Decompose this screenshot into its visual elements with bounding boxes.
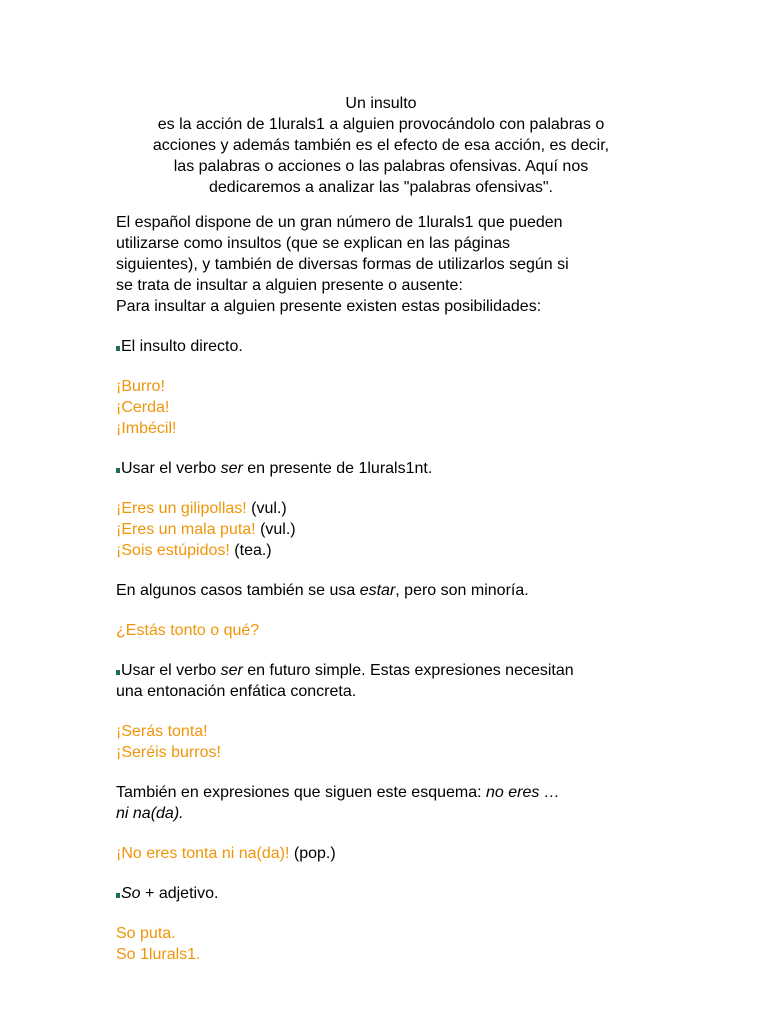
bullet-icon: [116, 468, 120, 473]
section2-heading: Usar el verbo ser en presente de 1lurals1nt.: [116, 458, 646, 479]
example-line: So 1lurals1.: [116, 946, 201, 963]
section4-examples: [116, 923, 646, 965]
example-line: So puta.: [116, 925, 176, 942]
title-line: acciones y además también es el efecto de esa acción, es decir,: [152, 137, 610, 154]
title-line: dedicaremos a analizar las "palabras ofensivas".: [209, 179, 553, 196]
intro-line: Para insultar a alguien presente existen estas posibilidades:: [116, 298, 542, 315]
title-line: las palabras o acciones o las palabras ofensivas. Aquí nos: [173, 158, 589, 175]
intro-line: utilizarse como insultos (que se explican en las páginas: [116, 235, 510, 252]
section4-heading: So + adjetivo.: [116, 883, 646, 904]
section1-heading: El insulto directo.: [116, 336, 646, 357]
title-line: es la acción de 1lurals1 a alguien provocándolo con palabras o: [157, 116, 605, 133]
estar-example: ¿Estás tonto o qué?: [116, 622, 260, 639]
section3-examples: [116, 721, 646, 763]
example-line: ¡Imbécil!: [116, 420, 177, 437]
bullet-icon: [116, 670, 120, 675]
section1-examples: [116, 376, 646, 439]
title-block: [116, 93, 646, 198]
scheme-example: ¡No eres tonta ni na(da)! (pop.): [116, 845, 336, 862]
intro-line: siguientes), y también de diversas formas de utilizarlos según si: [116, 256, 569, 273]
section2-examples: [116, 498, 646, 561]
section3-heading: Usar el verbo ser en futuro simple. Estas expresiones necesitan una entonación enfática concreta.: [116, 662, 574, 700]
bullet-icon: [116, 893, 120, 898]
example-line: ¡Burro!: [116, 378, 165, 395]
intro-line: El español dispone de un gran número de 1lurals1 que pueden: [116, 214, 563, 231]
example-line: ¡Eres un gilipollas! (vul.): [116, 500, 287, 517]
example-line: ¡Sois estúpidos! (tea.): [116, 542, 272, 559]
example-line: ¡Eres un mala puta! (vul.): [116, 521, 296, 538]
example-line: ¡Cerda!: [116, 399, 170, 416]
estar-note: En algunos casos también se usa estar, pero son minoría.: [116, 582, 529, 599]
document-page: [116, 93, 646, 965]
scheme-note: También en expresiones que siguen este esquema: no eres … ni na(da).: [116, 784, 560, 822]
example-line: ¡Serás tonta!: [116, 723, 208, 740]
example-line: ¡Seréis burros!: [116, 744, 221, 761]
intro-line: se trata de insultar a alguien presente o ausente:: [116, 277, 463, 294]
title-heading: Un insulto: [345, 95, 417, 112]
intro-paragraph: [116, 212, 646, 317]
bullet-icon: [116, 346, 120, 351]
